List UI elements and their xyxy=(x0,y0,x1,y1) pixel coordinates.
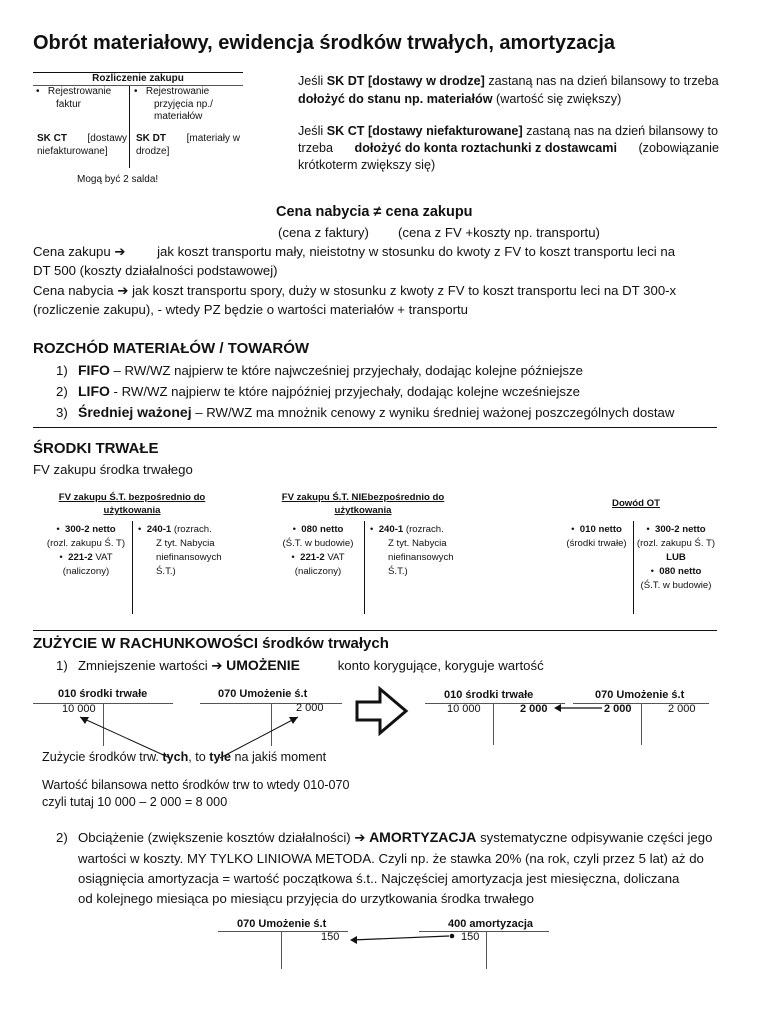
bullet-icon: • xyxy=(370,524,374,535)
block-title: FV zakupu Ś.T. NIEbezpośrednio do użytkowania xyxy=(281,492,445,516)
side-paragraph-1b: dołożyć do stanu np. materiałów (wartość się zwiększy) xyxy=(298,92,622,106)
right-arrow-icon: ➔ xyxy=(117,284,129,299)
bullet-icon: • xyxy=(650,566,654,577)
side-paragraph-2b: trzeba dołożyć do konta roztachunki z dostawcami (zobowiązanie xyxy=(298,141,719,155)
cena-sub-1: (cena z faktury) xyxy=(278,225,369,240)
page-title: Obrót materiałowy, ewidencja środków trwałych, amortyzacja xyxy=(33,32,616,54)
bullet-icon: • xyxy=(138,524,142,535)
bullet-icon: • xyxy=(571,524,575,535)
zuzycie-note-2: Wartość bilansowa netto środków trw to wtedy 010-070 xyxy=(42,778,350,792)
bullet-icon: • xyxy=(646,524,650,535)
zuzycie-item-1: 1) Zmniejszenie wartości ➔ UMOŻENIE konto korygujące, koryguje wartość xyxy=(56,657,544,674)
block-debit: • 080 netto (Ś.T. w budowie) • 221-2 VAT (naliczony) xyxy=(282,524,354,577)
srodki-heading: ŚRODKI TRWAŁE xyxy=(33,440,159,457)
rozliczenie-right-bottom: SK DT [materiały w drodze] xyxy=(136,133,240,157)
cena-line-1: Cena zakupu ➔ jak koszt transportu mały, nieistotny w stosunku do kwoty z FV to koszt transportu leci na xyxy=(33,244,676,260)
zuzycie-item-2: 2) Obciążenie (zwiększenie kosztów działalności) ➔ AMORTYZACJA systematyczne odpisywanie części jego wartości w koszty. MY TYLKO LINIOWA METODA. Czyli np. że stawka 20% (na rok, czyli przez 5 lat) aż do osiągnięcia amortyzacja = wartość początkowa ś.t.. Najczęściej amortyzacja jest miesięczna, doliczana od kolejnego miesiąca po miesiącu przyjęcia do urzytkowania środka trwałego xyxy=(56,829,713,906)
bullet-icon: • xyxy=(292,524,296,535)
rozliczenie-left-bullet: • Rejestrowanie faktur xyxy=(36,86,112,110)
zuzycie-heading: ZUŻYCIE W RACHUNKOWOŚCI środków trwałych xyxy=(33,635,389,652)
block-title: Dowód OT xyxy=(612,498,660,509)
cena-line-4: (rozliczenie zakupu), - wtedy PZ będzie o wartości materiałów + transportu xyxy=(33,302,469,317)
cena-heading: Cena nabycia ≠ cena zakupu xyxy=(276,204,473,220)
block-credit: • 240-1 (rozrach. Z tyt. Nabycia niefinansowych Ś.T.) xyxy=(370,524,454,577)
bullet-icon: • xyxy=(134,86,138,97)
zuzycie-note-1: Zużycie środków trw. tych, to tyle na jakiś moment xyxy=(42,750,327,764)
rozliczenie-header: Rozliczenie zakupu xyxy=(92,73,184,84)
right-arrow-icon: ➔ xyxy=(211,659,223,674)
srodki-sub: FV zakupu środka trwałego xyxy=(33,462,193,477)
side-paragraph-2c: krótkoterm zwiększy się) xyxy=(298,158,436,172)
block-credit: • 240-1 (rozrach. Z tyt. Nabycia niefinansowych Ś.T.) xyxy=(138,524,222,577)
side-paragraph-1: Jeśli SK DT [dostawy w drodze] zastaną nas na dzień bilansowy to trzeba xyxy=(298,74,719,88)
zuzycie-note-3: czyli tutaj 10 000 – 2 000 = 8 000 xyxy=(42,795,228,809)
list-item: 1) FIFO – RW/WZ najpierw te które najwcześniej przyjechały, dodając kolejne późniejsze xyxy=(56,362,583,378)
block-title: FV zakupu Ś.T. bezpośrednio do użytkowania xyxy=(58,492,206,516)
bullet-icon: • xyxy=(291,552,295,563)
cena-line-2: DT 500 (koszty działalności podstawowej) xyxy=(33,263,278,278)
rozliczenie-left-bottom: SK CT [dostawy niefakturowane] xyxy=(37,133,127,157)
bullet-icon: • xyxy=(56,524,60,535)
block-debit: • 300-2 netto (rozl. zakupu Ś. T) • 221-2 VAT (naliczony) xyxy=(46,524,126,577)
list-item: 3) Średniej ważonej – RW/WZ ma mnożnik cenowy z wyniku średniej ważonej poszczególnych dostaw xyxy=(56,404,675,420)
cena-sub-2: (cena z FV +koszty np. transportu) xyxy=(398,225,600,240)
block-credit: • 300-2 netto (rozl. zakupu Ś. T) LUB • 080 netto (Ś.T. w budowie) xyxy=(636,524,716,591)
bullet-icon: • xyxy=(59,552,63,563)
list-item: 2) LIFO - RW/WZ najpierw te które najpóźniej przyjechały, dodając kolejne wcześniejsze xyxy=(56,383,580,399)
right-arrow-icon: ➔ xyxy=(114,245,126,260)
rozliczenie-note: Mogą być 2 salda! xyxy=(77,174,159,185)
rozchod-heading: ROZCHÓD MATERIAŁÓW / TOWARÓW xyxy=(33,340,310,357)
side-paragraph-2: Jeśli SK CT [dostawy niefakturowane] zastaną nas na dzień bilansowy to xyxy=(298,124,718,138)
hollow-arrow-icon xyxy=(357,689,406,733)
rozliczenie-right-bullet: • Rejestrowanie przyjęcia np./ materiałów xyxy=(134,86,213,122)
cena-line-3: Cena nabycia ➔ jak koszt transportu spory, duży w stosunku z kwoty z FV to koszt transportu leci na DT 300-x xyxy=(33,283,677,299)
block-debit: • 010 netto (środki trwałe) xyxy=(566,524,627,549)
bullet-icon: • xyxy=(36,86,40,97)
right-arrow-icon: ➔ xyxy=(354,831,366,846)
